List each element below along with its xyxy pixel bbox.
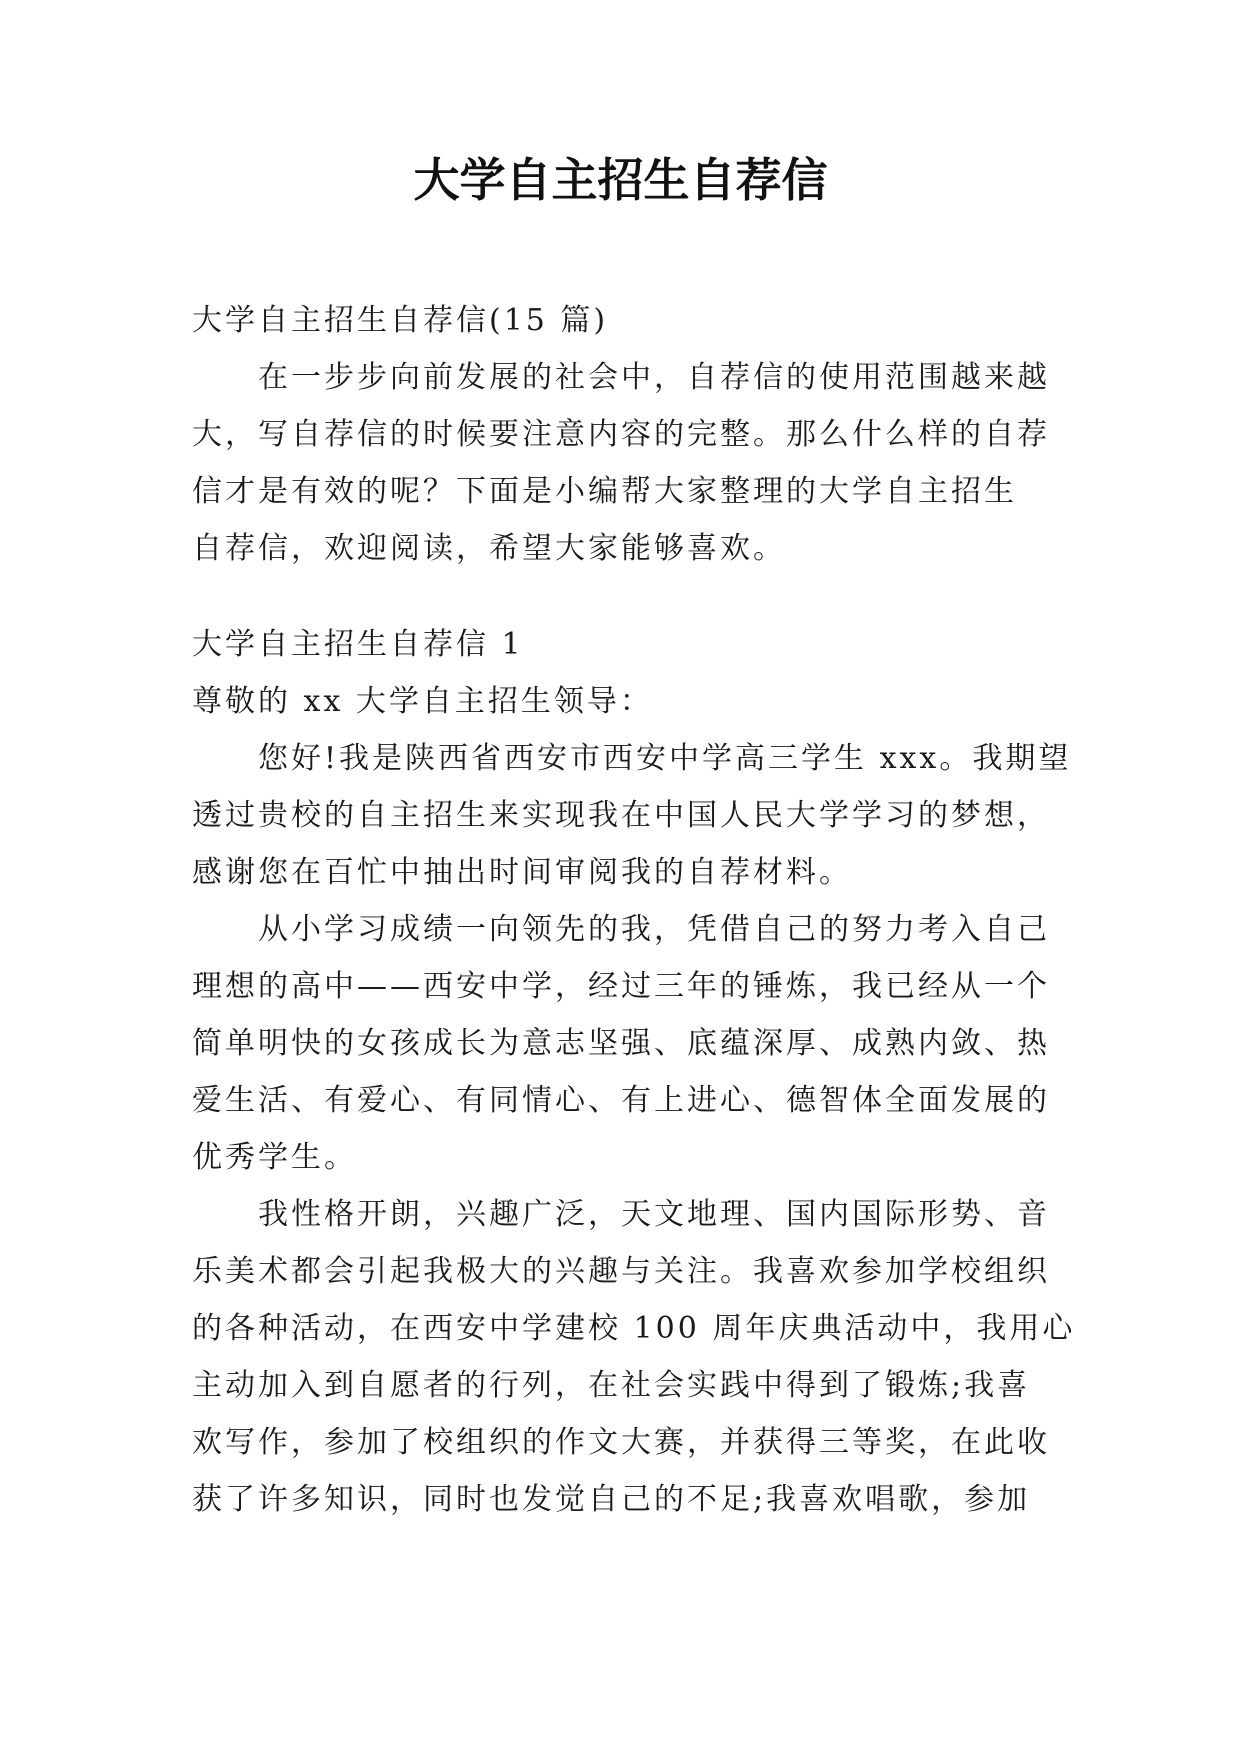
paragraph-line: 从小学习成绩一向领先的我，凭借自己的努力考入自己: [258, 912, 1050, 947]
salutation-line: 尊敬的 xx 大学自主招生领导：: [192, 684, 653, 719]
document-body: [192, 292, 1076, 1528]
paragraph-line: 优秀学生。: [192, 1140, 357, 1175]
paragraph-line: 您好!我是陕西省西安市西安中学高三学生 xxx。我期望: [258, 741, 1072, 776]
paragraph-line: 理想的高中——西安中学，经过三年的锤炼，我已经从一个: [192, 969, 1050, 1004]
paragraph-line: 欢写作，参加了校组织的作文大赛，并获得三等奖，在此收: [192, 1425, 1050, 1460]
paragraph-line: 简单明快的女孩成长为意志坚强、底蕴深厚、成熟内敛、热: [192, 1026, 1050, 1061]
paragraph-line: 自荐信，欢迎阅读，希望大家能够喜欢。: [192, 531, 786, 566]
paragraph-line: 主动加入到自愿者的行列，在社会实践中得到了锻炼;我喜: [192, 1368, 1031, 1403]
paragraph-line: 透过贵校的自主招生来实现我在中国人民大学学习的梦想，: [192, 798, 1050, 833]
paragraph-line: 爱生活、有爱心、有同情心、有上进心、德智体全面发展的: [192, 1083, 1050, 1118]
paragraph-line: 获了许多知识，同时也发觉自己的不足;我喜欢唱歌，参加: [192, 1482, 1031, 1517]
paragraph-line: 乐美术都会引起我极大的兴趣与关注。我喜欢参加学校组织: [192, 1254, 1050, 1289]
paragraph-line: 在一步步向前发展的社会中，自荐信的使用范围越来越: [258, 360, 1050, 395]
paragraph-line: 大，写自荐信的时候要注意内容的完整。那么什么样的自荐: [192, 417, 1050, 452]
section-spacer: [192, 577, 1058, 616]
document-title: 大学自主招生自荐信: [413, 153, 828, 207]
paragraph-line: 的各种活动，在西安中学建校 100 周年庆典活动中，我用心: [192, 1311, 1076, 1346]
section-heading: 大学自主招生自荐信 1: [192, 627, 524, 662]
paragraph-line: 我性格开朗，兴趣广泛，天文地理、国内国际形势、音: [258, 1197, 1050, 1232]
paragraph-line: 感谢您在百忙中抽出时间审阅我的自荐材料。: [192, 855, 852, 890]
subtitle-line: 大学自主招生自荐信(15 篇): [192, 303, 609, 338]
paragraph-line: 信才是有效的呢？下面是小编帮大家整理的大学自主招生: [192, 474, 1017, 509]
